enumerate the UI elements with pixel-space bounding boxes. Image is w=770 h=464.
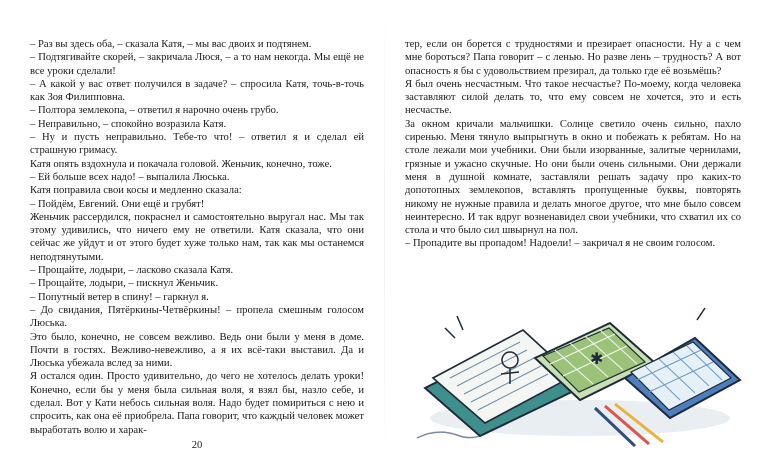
svg-text:✱: ✱ xyxy=(590,349,604,368)
paragraph: – Неправильно, – спокойно возразила Катя. xyxy=(30,118,227,130)
paragraph: – Прощайте, лодыри, – пискнул Женьчик. xyxy=(30,278,219,290)
paragraph: Катя поправила свои косы и медленно сказала: xyxy=(30,185,242,197)
paragraph: – Подтягивайте скорей, – закричала Люся, – а то нам некогда. Мы ещё не все уроки сделали! xyxy=(30,52,364,77)
paragraph: Я остался один. Просто удивительно, до чего не хотелось делать уроки! Конечно, если бы у меня была сильная воля, я взял бы, назло себе, и сделал. Вот у Кати небось сильная воля. Надо будет помириться с нею и спросить, как она её приобрела. Папа говорит, что каждый человек может выработать волю и харак- xyxy=(30,371,364,436)
paragraph: – Пойдём, Евгений. Они ещё и грубят! xyxy=(30,198,205,210)
paragraph: – Ей больше всех надо! – выпалила Люська. xyxy=(30,171,230,183)
paragraph: – Ну и пусть неправильно. Тебе-то что! – ответил я и сделал ей страшную гримасу. xyxy=(30,132,364,157)
paragraph: – Пропадите вы пропадом! Надоели! – закричал я не своим голосом. xyxy=(405,238,716,250)
paragraph: – А какой у вас ответ получился в задаче? – спросила Катя, точь-в-точь как Зоя Филипповна. xyxy=(30,78,364,104)
motion-marks xyxy=(445,308,705,338)
paragraph: – Попутный ветер в спину! – гаркнул я. xyxy=(30,291,209,303)
paragraph: Катя опять вздохнула и покачала головой. Женьчик, конечно, тоже. xyxy=(30,158,332,170)
books-illustration-icon xyxy=(405,268,745,448)
page-number: 20 xyxy=(191,440,203,451)
left-page-text xyxy=(30,38,364,437)
paragraph: Я был очень несчастным. Что такое несчастье? По-моему, когда человека заставляют силой делать то, что ему совсем не хочется, это и есть несчастье. xyxy=(405,78,741,117)
paragraph: тер, если он борется с трудностями и презирает опасности. Ну а с чем мне бороться? Папа говорит – с ленью. Но разве лень – трудность? А вот опасность я бы с удовольствием презирал, да только где её возьмёшь? xyxy=(405,39,741,77)
paragraph: – Полтора землекопа, – ответил я нарочно очень грубо. xyxy=(30,105,279,117)
paragraph: Женьчик рассердился, покраснел и самостоятельно выругал нас. Мы так этому удивились, что ничего ему не ответили. Катя сказала, что они сейчас же уйдут и от этого будет хуже только нам, так как мы останемся неподтянутыми. xyxy=(30,211,364,263)
right-page-text xyxy=(405,38,741,251)
paragraph: – Раз вы здесь оба, – сказала Катя, – мы вас двоих и подтянем. xyxy=(30,39,312,50)
paragraph: – До свидания, Пятёркины-Четвёркины! – пропела смешным голосом Люська. xyxy=(30,304,364,330)
page-gutter xyxy=(384,0,385,464)
paragraph: Это было, конечно, не совсем вежливо. Ведь они были у меня в доме. Почти в гостях. Вежливо-невежливо, а я их всё-таки выставил. Да и Люська убежала вслед за ними. xyxy=(30,331,364,370)
paragraph: – Прощайте, лодыри, – ласково сказала Катя. xyxy=(30,265,234,277)
paragraph: За окном кричали мальчишки. Солнце светило очень сильно, пахло сиренью. Меня тянуло выпрыгнуть в окно и побежать к ребятам. Но на столе лежали мои учебники. Они были изорванные, залитые чернилами, грязные и ужасно скучные. Но они были очень сильными. Они держали меня в душной комнате, заставляли решать задачу про каких-то допотопных землекопов, вставлять пропущенные буквы, повторять никому не нужные правила и делать многое другое, что мне было совсем неинтересно. И так вдруг возненавидел свои учебники, что схватил их со стола и что было сил швырнул на пол. xyxy=(405,118,741,237)
